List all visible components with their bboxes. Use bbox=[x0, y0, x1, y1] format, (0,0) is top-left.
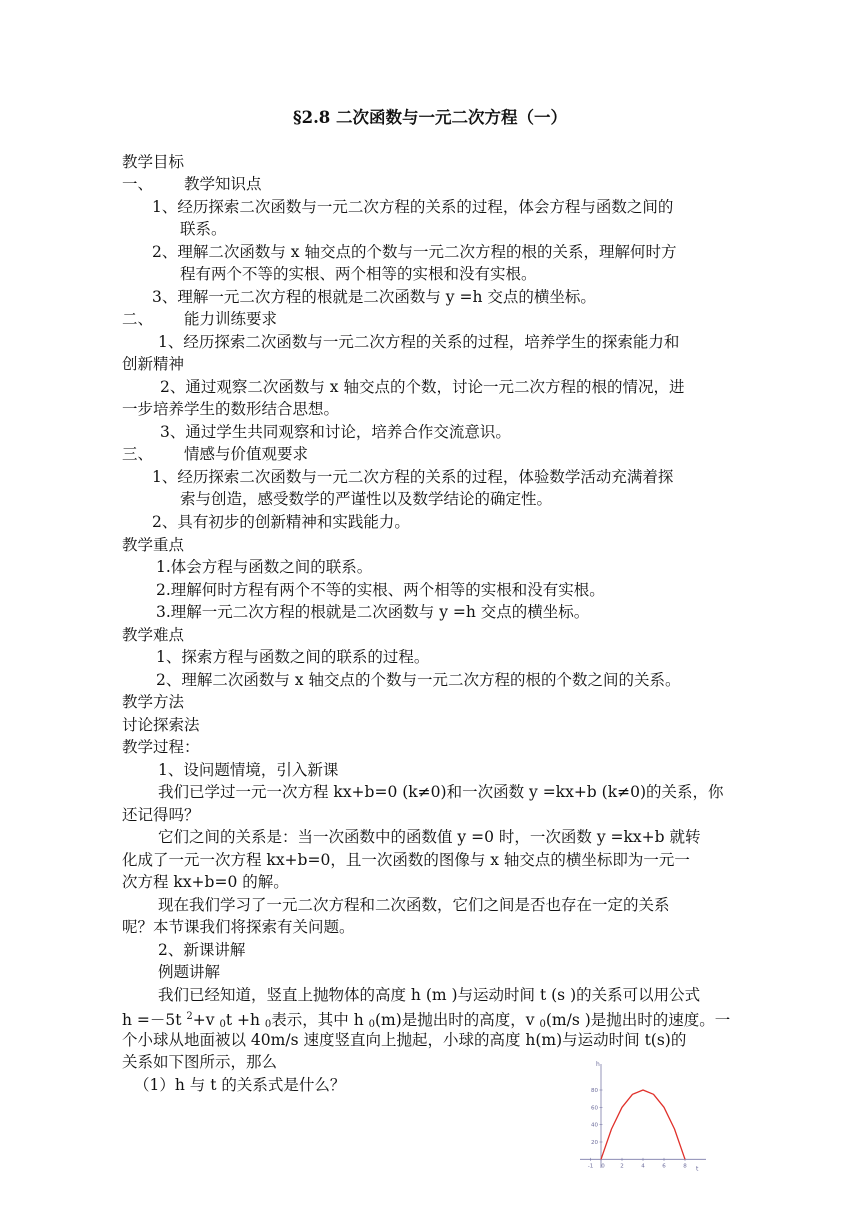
paragraph-line: 我们已学过一元一次方程 kx+b=0 (k≠0)和一次函数 y =kx+b (k≠0)的关系，你 bbox=[158, 783, 724, 801]
goals-heading: 教学目标 bbox=[122, 153, 185, 171]
list-item: 3、理解一元二次方程的根就是二次函数与 y =h 交点的横坐标。 bbox=[152, 288, 596, 306]
x-tick-label: 8 bbox=[683, 1163, 687, 1170]
example-heading: 例题讲解 bbox=[158, 963, 221, 981]
section-2-title: 能力训练要求 bbox=[184, 310, 278, 328]
formula-line: h =－5t $^2$+v $_0$t +h $_0$表示，其中 h $_0$(m)是抛出时的高度，v $_0$(m/s )是抛出时的速度。一 bbox=[122, 1011, 731, 1030]
list-item: 2、具有初步的创新精神和实践能力。 bbox=[152, 513, 410, 531]
key-point: 3.理解一元二次方程的根就是二次函数与 y =h 交点的横坐标。 bbox=[156, 603, 590, 621]
difficulties-heading: 教学难点 bbox=[122, 626, 185, 644]
paragraph-line: 呢？本节课我们将探索有关问题。 bbox=[122, 918, 355, 936]
x-tick-label: 4 bbox=[641, 1163, 645, 1170]
paragraph-line: 现在我们学习了一元二次方程和二次函数，它们之间是否也存在一定的关系 bbox=[158, 896, 670, 914]
y-tick-label: 40 bbox=[591, 1122, 598, 1129]
x-axis-label: t bbox=[696, 1165, 699, 1173]
step-heading: 1、设问题情境，引入新课 bbox=[158, 761, 339, 779]
paragraph-line: 我们已经知道，竖直上抛物体的高度 h (m )与运动时间 t (s )的关系可以用公式 bbox=[158, 986, 701, 1004]
list-item-continuation: 创新精神 bbox=[122, 355, 185, 373]
list-item: 2、理解二次函数与 x 轴交点的个数与一元二次方程的根的关系，理解何时方 bbox=[152, 243, 677, 261]
page-title: §2.8 二次函数与一元二次方程（一） bbox=[292, 108, 568, 127]
list-item: 3、通过学生共同观察和讨论，培养合作交流意识。 bbox=[160, 423, 511, 441]
series-line bbox=[601, 1090, 685, 1159]
paragraph-line: 化成了一元一次方程 kx+b=0，且一次函数的图像与 x 轴交点的横坐标即为一元一 bbox=[122, 851, 690, 869]
paragraph-line: 个小球从地面被以 40m/s 速度竖直向上抛起，小球的高度 h(m)与运动时间 t(s)的 bbox=[122, 1031, 687, 1049]
y-tick-label: 80 bbox=[591, 1088, 598, 1094]
list-item: 2、通过观察二次函数与 x 轴交点的个数，讨论一元二次方程的根的情况，进 bbox=[160, 378, 685, 396]
section-1-number: 一、 bbox=[122, 175, 154, 193]
x-tick-label: 0 bbox=[601, 1163, 605, 1170]
x-tick-label: -1 bbox=[587, 1163, 594, 1170]
x-tick-label: 2 bbox=[620, 1163, 624, 1170]
section-3-number: 三、 bbox=[122, 445, 154, 463]
section-1-title: 教学知识点 bbox=[184, 175, 262, 193]
height-time-graph bbox=[572, 1054, 712, 1184]
method-text: 讨论探索法 bbox=[122, 716, 200, 734]
list-item: 1、经历探索二次函数与一元二次方程的关系的过程，体会方程与函数之间的 bbox=[152, 198, 674, 216]
section-3-title: 情感与价值观要求 bbox=[184, 445, 309, 463]
x-tick-label: 6 bbox=[662, 1163, 666, 1170]
paragraph-line: 它们之间的关系是：当一次函数中的函数值 y =0 时，一次函数 y =kx+b 就转 bbox=[158, 828, 701, 846]
step-heading: 2、新课讲解 bbox=[158, 941, 246, 959]
y-tick-label: 20 bbox=[591, 1140, 598, 1146]
difficulty-item: 2、理解二次函数与 x 轴交点的个数与一元二次方程的根的个数之间的关系。 bbox=[156, 671, 681, 689]
difficulty-item: 1、探索方程与函数之间的联系的过程。 bbox=[156, 648, 430, 666]
list-item: 1、经历探索二次函数与一元二次方程的关系的过程，体验数学活动充满着探 bbox=[152, 468, 674, 486]
list-item-continuation: 联系。 bbox=[180, 220, 227, 238]
section-2-number: 二、 bbox=[122, 310, 154, 328]
key-point: 2.理解何时方程有两个不等的实根、两个相等的实根和没有实根。 bbox=[156, 581, 605, 599]
y-axis-label: h bbox=[596, 1061, 600, 1068]
y-tick-label: 60 bbox=[591, 1105, 598, 1112]
list-item-continuation: 索与创造，感受数学的严谨性以及数学结论的确定性。 bbox=[180, 490, 553, 508]
list-item: 1、经历探索二次函数与一元二次方程的关系的过程，培养学生的探索能力和 bbox=[158, 333, 680, 351]
list-item-continuation: 程有两个不等的实根、两个相等的实根和没有实根。 bbox=[180, 265, 537, 283]
key-points-heading: 教学重点 bbox=[122, 536, 185, 554]
process-heading: 教学过程： bbox=[122, 738, 200, 756]
paragraph-line: 关系如下图所示，那么 bbox=[122, 1053, 278, 1071]
key-point: 1.体会方程与函数之间的联系。 bbox=[156, 558, 373, 576]
method-heading: 教学方法 bbox=[122, 693, 185, 711]
list-item-continuation: 一步培养学生的数形结合思想。 bbox=[122, 400, 340, 418]
question-1: （1）h 与 t 的关系式是什么？ bbox=[134, 1076, 346, 1094]
paragraph-line: 还记得吗？ bbox=[122, 806, 200, 824]
paragraph-line: 次方程 kx+b=0 的解。 bbox=[122, 873, 289, 891]
